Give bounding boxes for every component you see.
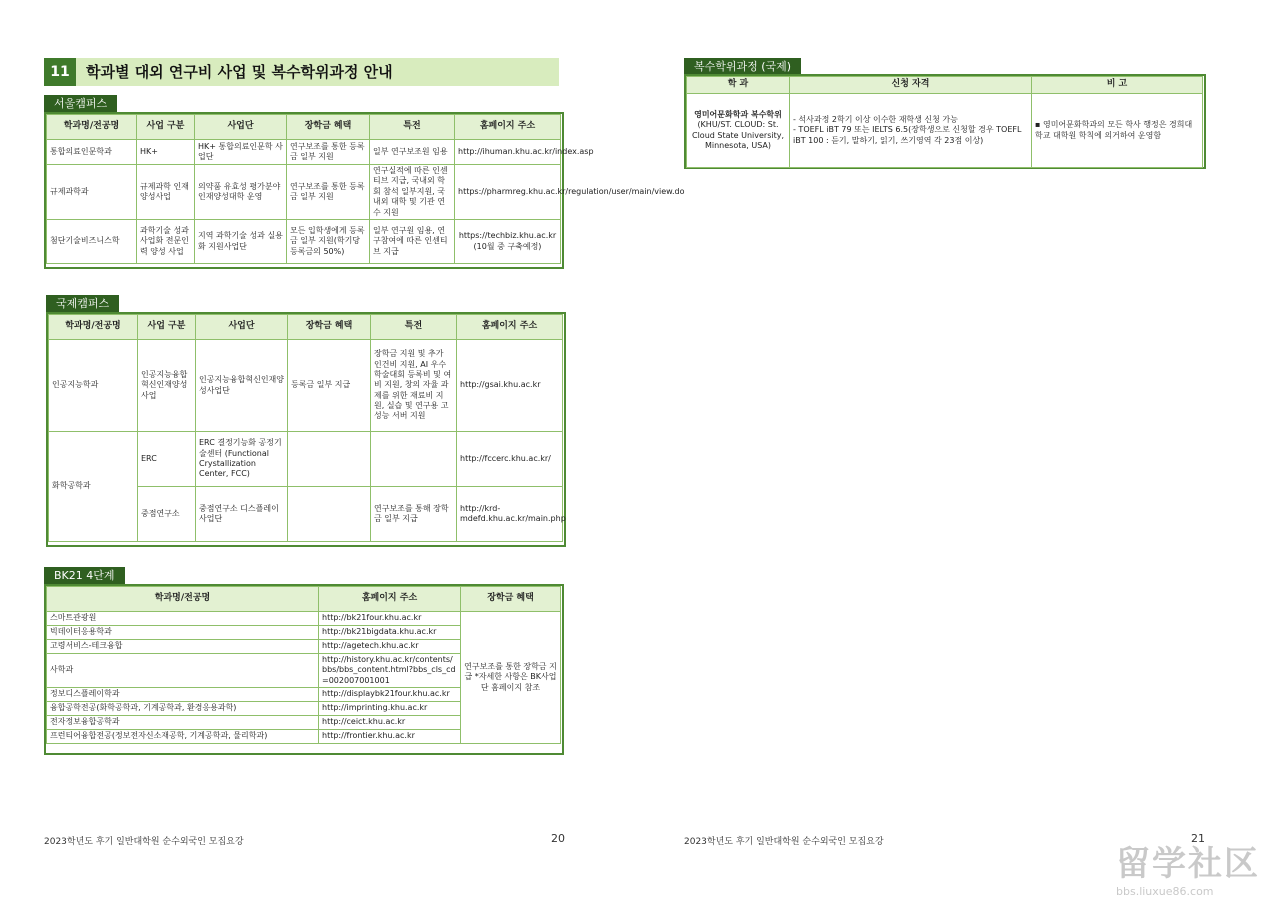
homepage-link[interactable]: http://bk21bigdata.khu.ac.kr bbox=[319, 626, 461, 640]
cell: 규제과학 인재양성사업 bbox=[137, 165, 195, 220]
footer-left-text: 2023학년도 후기 일반대학원 순수외국인 모집요강 bbox=[44, 837, 244, 847]
cell: 인공지능학과 bbox=[49, 340, 138, 432]
dual-note: ▪ 영미어문화학과의 모든 학사 행정은 경희대학교 대학원 학칙에 의거하여 운영함 bbox=[1032, 94, 1203, 168]
header-benefit: 특전 bbox=[371, 315, 457, 340]
homepage-link[interactable]: http://krd-mdefd.khu.ac.kr/main.php bbox=[457, 487, 563, 542]
cell: 빅데이터응용학과 bbox=[47, 626, 319, 640]
cell: 사학과 bbox=[47, 654, 319, 688]
header-dept: 학과명/전공명 bbox=[47, 115, 137, 140]
homepage-link[interactable]: http://agetech.khu.ac.kr bbox=[319, 640, 461, 654]
cell: 규제과학과 bbox=[47, 165, 137, 220]
watermark-logo-text: 留学社区 bbox=[1116, 844, 1260, 884]
cell: 융합공학전공(화학공학과, 기계공학과, 환경응용과학) bbox=[47, 702, 319, 716]
cell: 첨단기술비즈니스학 bbox=[47, 220, 137, 264]
global-table bbox=[48, 314, 566, 542]
bk21-benefit: 연구보조를 통한 장학금 지급 *자세한 사항은 BK사업단 홈페이지 참조 bbox=[461, 612, 561, 744]
cell: 스마트관광원 bbox=[47, 612, 319, 626]
cell: 연구보조를 통한 등록금 일부 지원 bbox=[287, 140, 370, 165]
cell: 화학공학과 bbox=[49, 432, 138, 542]
cell: 정보디스플레이학과 bbox=[47, 688, 319, 702]
homepage-link[interactable]: http://fccerc.khu.ac.kr/ bbox=[457, 432, 563, 487]
homepage-link[interactable]: https://pharmreg.khu.ac.kr/regulation/user/main/view.do bbox=[455, 165, 561, 220]
table-row bbox=[47, 140, 561, 165]
table-row bbox=[687, 94, 1203, 168]
homepage-link[interactable]: http://ihuman.khu.ac.kr/index.asp bbox=[455, 140, 561, 165]
dual-degree-tab: 복수학위과정 (국제) bbox=[684, 58, 801, 75]
cell: 장학금 지원 및 추가 인건비 지원, AI 우수 학술대회 등록비 및 여비 지원, 창의 자율 과제를 위한 재료비 지원, 실습 및 연구용 고성능 서버 지원 bbox=[371, 340, 457, 432]
cell: 의약품 유효성 평가분야 인재양성대학 운영 bbox=[195, 165, 287, 220]
watermark bbox=[1116, 836, 1266, 896]
header-qualification: 신청 자격 bbox=[790, 77, 1032, 94]
header-type: 사업 구분 bbox=[138, 315, 196, 340]
section-title: 학과별 대외 연구비 사업 및 복수학위과정 안내 bbox=[86, 63, 393, 81]
header-homepage: 홈페이지 주소 bbox=[455, 115, 561, 140]
table-row bbox=[49, 340, 563, 432]
homepage-link[interactable]: http://history.khu.ac.kr/contents/bbs/bbs_content.html?bbs_cls_cd=002007001001 bbox=[319, 654, 461, 688]
cell: 인공지능융합혁신인재양성사업 bbox=[138, 340, 196, 432]
cell: 인공지능융합혁신인재양성사업단 bbox=[196, 340, 288, 432]
cell: 연구실적에 따른 인센티브 지급, 국내외 학회 참석 일부지원, 국내외 대학 및 기관 연수 지원 bbox=[370, 165, 455, 220]
dual-dept-cell bbox=[687, 94, 790, 168]
cell: HK+ bbox=[137, 140, 195, 165]
header-benefit: 특전 bbox=[370, 115, 455, 140]
homepage-link[interactable]: http://ceict.khu.ac.kr bbox=[319, 716, 461, 730]
homepage-link[interactable]: http://frontier.khu.ac.kr bbox=[319, 730, 461, 744]
cell: HK+ 통합의료인문학 사업단 bbox=[195, 140, 287, 165]
cell: 연구보조를 통한 등록금 일부 지원 bbox=[287, 165, 370, 220]
header-scholarship: 장학금 혜택 bbox=[287, 115, 370, 140]
requirement-item: - TOEFL iBT 79 또는 IELTS 6.5(장학생으로 신청할 경우 TOEFL iBT 100 : 듣기, 말하기, 읽기, 쓰기영역 각 23점 이상) bbox=[793, 125, 1022, 145]
table-row bbox=[47, 612, 561, 626]
header-homepage: 홈페이지 주소 bbox=[457, 315, 563, 340]
bk21-table bbox=[46, 586, 561, 744]
seoul-campus-tab: 서울캠퍼스 bbox=[44, 95, 117, 112]
cell: 연구보조를 통해 장학금 일부 지급 bbox=[371, 487, 457, 542]
cell: 중점연구소 bbox=[138, 487, 196, 542]
table-row bbox=[47, 165, 561, 220]
header-note: 비 고 bbox=[1032, 77, 1203, 94]
page-number-left: 20 bbox=[551, 832, 565, 845]
homepage-link[interactable]: http://displaybk21four.khu.ac.kr bbox=[319, 688, 461, 702]
dual-requirements bbox=[790, 94, 1032, 168]
cell: 지역 과학기술 성과 실용화 지원사업단 bbox=[195, 220, 287, 264]
cell: 고령서비스-테크융합 bbox=[47, 640, 319, 654]
cell: 통합의료인문학과 bbox=[47, 140, 137, 165]
cell: ERC 결정기능화 공정기술센터 (Functional Crystallization Center, FCC) bbox=[196, 432, 288, 487]
dual-dept-sub: (KHU/ST. CLOUD: St. Cloud State University, Minnesota, USA) bbox=[691, 120, 784, 150]
cell bbox=[371, 432, 457, 487]
cell: ERC bbox=[138, 432, 196, 487]
header-agency: 사업단 bbox=[195, 115, 287, 140]
cell: 전자정보융합공학과 bbox=[47, 716, 319, 730]
bk21-tab: BK21 4단계 bbox=[44, 567, 125, 584]
dual-degree-table bbox=[686, 76, 1203, 168]
dual-dept-title: 영미어문화학과 복수학위 bbox=[694, 109, 782, 119]
header-agency: 사업단 bbox=[196, 315, 288, 340]
header-dept: 학 과 bbox=[687, 77, 790, 94]
homepage-link[interactable]: http://imprinting.khu.ac.kr bbox=[319, 702, 461, 716]
cell: 일부 연구보조원 임용 bbox=[370, 140, 455, 165]
cell: 모든 입학생에게 등록금 일부 지원(학기당 등록금의 50%) bbox=[287, 220, 370, 264]
cell bbox=[288, 432, 371, 487]
cell: 등록금 일부 지급 bbox=[288, 340, 371, 432]
section-number: 11 bbox=[44, 58, 76, 86]
cell: 중점연구소 디스플레이 사업단 bbox=[196, 487, 288, 542]
header-homepage: 홈페이지 주소 bbox=[319, 587, 461, 612]
watermark-url: bbs.liuxue86.com bbox=[1116, 885, 1214, 898]
cell: 과학기술 성과 사업화 전문인력 양성 사업 bbox=[137, 220, 195, 264]
requirement-item: - 석사과정 2학기 이상 이수한 재학생 신청 가능 bbox=[793, 114, 958, 124]
cell bbox=[288, 487, 371, 542]
cell: 일부 연구원 임용, 연구참여에 따른 인센티브 지급 bbox=[370, 220, 455, 264]
section-header bbox=[44, 58, 559, 86]
footer-right-text: 2023학년도 후기 일반대학원 순수외국인 모집요강 bbox=[684, 837, 884, 847]
homepage-link[interactable]: http://gsai.khu.ac.kr bbox=[457, 340, 563, 432]
homepage-link[interactable]: http://bk21four.khu.ac.kr bbox=[319, 612, 461, 626]
seoul-table bbox=[46, 114, 685, 264]
table-row bbox=[49, 432, 563, 487]
cell: 프런티어융합전공(정보전자신소재공학, 기계공학과, 물리학과) bbox=[47, 730, 319, 744]
header-scholarship: 장학금 혜택 bbox=[461, 587, 561, 612]
header-dept: 학과명/전공명 bbox=[49, 315, 138, 340]
header-scholarship: 장학금 혜택 bbox=[288, 315, 371, 340]
header-dept: 학과명/전공명 bbox=[47, 587, 319, 612]
page-number-right: 21 bbox=[1191, 832, 1205, 845]
homepage-link[interactable]: https://techbiz.khu.ac.kr (10월 중 구축예정) bbox=[455, 220, 561, 264]
table-row bbox=[47, 220, 561, 264]
global-campus-tab: 국제캠퍼스 bbox=[46, 295, 119, 312]
header-type: 사업 구분 bbox=[137, 115, 195, 140]
